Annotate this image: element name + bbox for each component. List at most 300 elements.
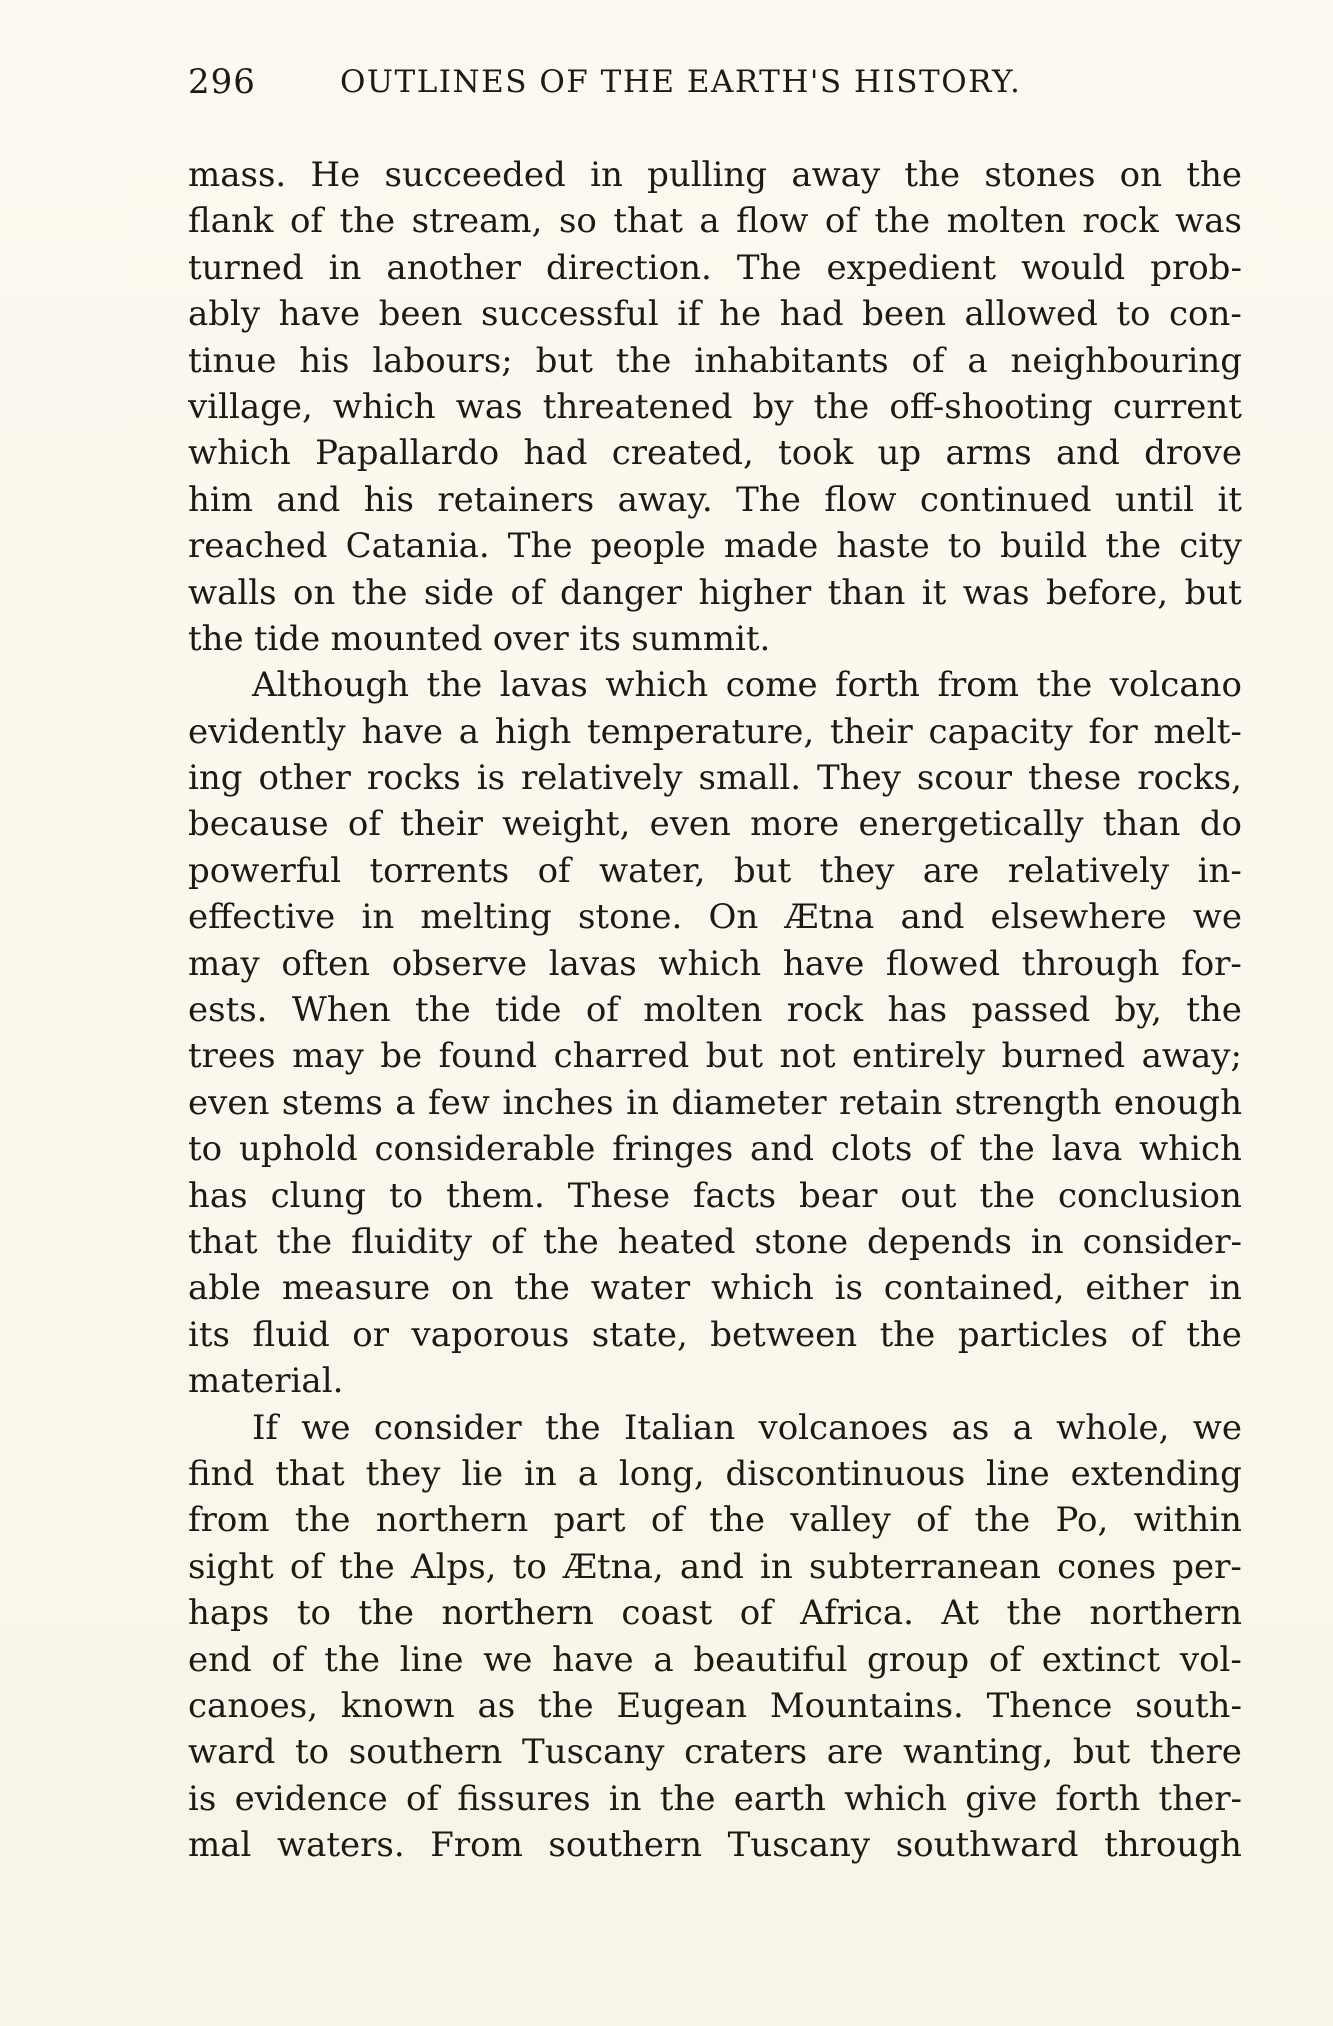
- word: long,: [618, 1453, 705, 1494]
- word: lavas: [499, 665, 588, 706]
- word: south-: [1135, 1685, 1242, 1726]
- word: Tuscany: [522, 1732, 665, 1773]
- word: expedient: [826, 247, 997, 288]
- word: few: [428, 1082, 490, 1123]
- word: line: [986, 1453, 1050, 1494]
- word: inhabitants: [694, 340, 889, 381]
- text-line: [188, 1080, 1242, 1126]
- text-line: [188, 894, 1242, 940]
- word: these: [1028, 758, 1122, 799]
- word: is: [476, 758, 506, 799]
- text-line: [188, 1033, 1242, 1079]
- word: passed: [971, 990, 1091, 1031]
- word: tide: [253, 618, 321, 659]
- word: haps: [188, 1593, 270, 1634]
- word: because: [188, 804, 329, 845]
- word: is: [188, 1778, 217, 1819]
- word: fluidity: [351, 1221, 473, 1262]
- text-line: [188, 1776, 1242, 1822]
- word: a: [395, 1082, 416, 1123]
- text-line: [188, 523, 1242, 569]
- word: group: [867, 1639, 970, 1680]
- text-line: [188, 848, 1242, 894]
- word: other: [258, 758, 351, 799]
- word: took: [778, 433, 854, 474]
- word: retainers: [437, 479, 595, 520]
- word: the: [813, 386, 870, 427]
- text-line: [188, 1126, 1242, 1172]
- word: of: [929, 1129, 963, 1170]
- word: are: [826, 1732, 884, 1773]
- word: haste: [836, 526, 930, 567]
- word: city: [1179, 526, 1242, 567]
- word: the: [324, 1639, 380, 1680]
- text-line: [188, 1265, 1242, 1311]
- word: of: [289, 201, 323, 242]
- word: from: [937, 665, 1020, 706]
- word: subterranean: [809, 1546, 1041, 1587]
- word: trees: [188, 1036, 276, 1077]
- word: walls: [188, 572, 277, 613]
- text-line: [188, 709, 1242, 755]
- word: strength: [954, 1082, 1102, 1123]
- word: on: [451, 1268, 494, 1309]
- word: danger: [559, 572, 683, 613]
- word: mal: [188, 1825, 252, 1866]
- word: measure: [281, 1268, 431, 1309]
- word: out: [900, 1175, 957, 1216]
- word: their: [400, 804, 483, 845]
- word: southern: [548, 1825, 703, 1866]
- word: the: [979, 1129, 1035, 1170]
- word: He: [310, 155, 361, 195]
- word: Although: [252, 665, 410, 706]
- word: them.: [446, 1175, 545, 1216]
- word: been: [862, 294, 946, 335]
- text-line: [188, 801, 1242, 847]
- word: which: [658, 943, 762, 984]
- word: northern: [375, 1500, 529, 1541]
- word: until: [1114, 479, 1195, 520]
- text-line: [188, 941, 1242, 987]
- word: than: [1102, 804, 1181, 845]
- word: retain: [839, 1082, 943, 1123]
- word: the: [879, 1314, 936, 1355]
- word: made: [723, 526, 819, 567]
- word: to: [188, 1129, 223, 1170]
- word: bear: [798, 1175, 878, 1216]
- word: able: [188, 1268, 262, 1309]
- word: created,: [611, 433, 754, 474]
- word: labours;: [372, 340, 513, 381]
- word: be: [380, 1036, 423, 1077]
- word: the: [339, 201, 396, 242]
- word: beautiful: [693, 1639, 848, 1680]
- word: come: [725, 665, 818, 706]
- word: we: [301, 1407, 351, 1448]
- word: clung: [270, 1175, 367, 1216]
- word: the: [1036, 665, 1093, 706]
- word: as: [951, 1407, 990, 1448]
- word: for: [1088, 711, 1138, 752]
- word: From: [430, 1825, 523, 1866]
- running-title: OUTLINES OF THE EARTH'S HISTORY.: [340, 64, 1022, 100]
- word: not: [779, 1036, 836, 1077]
- word: coast: [621, 1593, 713, 1634]
- word: relatively: [1007, 850, 1170, 891]
- text-line: [188, 1637, 1242, 1683]
- word: from: [188, 1500, 270, 1541]
- word: the: [358, 1593, 415, 1634]
- word: ably: [188, 294, 261, 335]
- word: away;: [1141, 1036, 1242, 1077]
- word: elsewhere: [990, 897, 1167, 938]
- word: ing: [188, 758, 243, 799]
- word: current: [1112, 386, 1242, 427]
- word: of: [289, 1546, 323, 1587]
- word: of: [347, 804, 381, 845]
- word: the: [276, 1221, 333, 1262]
- word: southern: [348, 1732, 503, 1773]
- word: people: [590, 526, 706, 567]
- text-line: [188, 1219, 1242, 1265]
- word: the: [979, 1175, 1036, 1216]
- word: off-shooting: [889, 386, 1093, 427]
- word: of: [911, 340, 945, 381]
- word: flow: [824, 479, 897, 520]
- word: Papallardo: [315, 433, 500, 474]
- word: is: [834, 1268, 863, 1309]
- word: either: [1085, 1268, 1189, 1309]
- word: of: [988, 1639, 1022, 1680]
- word: that: [188, 1221, 258, 1262]
- word: up: [877, 433, 922, 474]
- text-line: [188, 430, 1242, 476]
- word: even: [188, 1082, 270, 1123]
- word: to: [389, 1175, 424, 1216]
- word: through: [1104, 1825, 1242, 1866]
- word: in: [328, 247, 362, 288]
- word: stream,: [411, 201, 543, 242]
- word: has: [188, 1175, 248, 1216]
- word: between: [710, 1314, 858, 1355]
- word: rocks: [366, 758, 461, 799]
- word: Italian: [623, 1407, 736, 1448]
- word: which: [710, 1268, 814, 1309]
- word: When: [291, 990, 391, 1031]
- word: flank: [188, 201, 274, 242]
- text-line: [188, 152, 1242, 198]
- word: a: [699, 201, 720, 242]
- word: was: [962, 572, 1030, 613]
- word: material.: [188, 1361, 344, 1402]
- word: which: [1139, 1129, 1242, 1170]
- word: the: [1105, 526, 1162, 567]
- word: temperature,: [587, 711, 815, 752]
- word: on: [292, 572, 336, 613]
- word: lavas: [548, 943, 637, 984]
- word: has: [887, 990, 948, 1031]
- word: effective: [188, 897, 336, 938]
- word: him: [188, 479, 254, 520]
- word: melt-: [1153, 711, 1242, 752]
- text-line: [188, 291, 1242, 337]
- word: fissures: [457, 1778, 591, 1819]
- word: of: [916, 1500, 950, 1541]
- word: on: [1119, 155, 1163, 195]
- text-line: [188, 570, 1242, 616]
- word: away.: [617, 479, 713, 520]
- word: ward: [188, 1732, 276, 1773]
- word: of: [510, 572, 544, 613]
- word: burned: [1001, 1036, 1126, 1077]
- word: within: [1133, 1500, 1242, 1541]
- word: allowed: [964, 294, 1098, 335]
- word: depends: [867, 1221, 1012, 1262]
- word: craters: [684, 1732, 808, 1773]
- word: in: [590, 155, 623, 195]
- text-line: [188, 384, 1242, 430]
- word: Africa.: [800, 1593, 914, 1634]
- word: that: [275, 1453, 345, 1494]
- word: the: [351, 572, 408, 613]
- word: the: [537, 1685, 594, 1726]
- word: Ætna: [784, 897, 875, 938]
- word: in: [361, 897, 395, 938]
- word: their: [829, 711, 913, 752]
- text-line: [188, 198, 1242, 244]
- word: per-: [1172, 1546, 1242, 1587]
- word: earth: [733, 1778, 826, 1819]
- word: prob-: [1150, 247, 1242, 288]
- word: tinue: [188, 340, 277, 381]
- word: have: [278, 294, 361, 335]
- word: molten: [643, 990, 763, 1031]
- word: Mountains.: [769, 1685, 964, 1726]
- word: volcano: [1109, 665, 1242, 706]
- word: part: [553, 1500, 626, 1541]
- word: Tuscany: [727, 1825, 871, 1866]
- word: observe: [391, 943, 528, 984]
- word: and: [900, 897, 965, 938]
- word: of: [739, 1593, 773, 1634]
- word: in-: [1197, 850, 1242, 891]
- word: but: [535, 340, 593, 381]
- word: rock: [1082, 201, 1159, 242]
- word: but: [1072, 1732, 1131, 1773]
- word: higher: [698, 572, 812, 613]
- word: energetically: [858, 804, 1084, 845]
- word: rocks,: [1137, 758, 1242, 799]
- word: by: [752, 386, 794, 427]
- word: On: [708, 897, 759, 938]
- word: valley: [790, 1500, 891, 1541]
- word: so: [558, 201, 597, 242]
- word: and: [1055, 433, 1120, 474]
- word: that: [613, 201, 683, 242]
- word: give: [965, 1778, 1038, 1819]
- word: but: [1184, 572, 1242, 613]
- word: we: [483, 1639, 533, 1680]
- word: ther-: [1158, 1778, 1242, 1819]
- word: are: [922, 850, 980, 891]
- word: particles: [957, 1314, 1109, 1355]
- word: continued: [919, 479, 1092, 520]
- word: threatened: [542, 386, 733, 427]
- word: water: [590, 1268, 691, 1309]
- word: of: [271, 1639, 305, 1680]
- word: drove: [1144, 433, 1242, 474]
- word: his: [299, 340, 350, 381]
- word: end: [188, 1639, 252, 1680]
- word: been: [378, 294, 463, 335]
- text-line: [188, 1590, 1242, 1636]
- word: succeeded: [384, 155, 566, 195]
- word: often: [281, 943, 371, 984]
- word: but: [705, 1036, 764, 1077]
- word: the: [1186, 1314, 1242, 1355]
- text-line: [188, 616, 1242, 662]
- word: enough: [1113, 1082, 1242, 1123]
- word: fluid: [252, 1314, 330, 1355]
- word: was: [1175, 201, 1242, 242]
- text-line: [188, 662, 1242, 708]
- word: stems: [281, 1082, 383, 1123]
- word: water,: [599, 850, 706, 891]
- word: may: [188, 943, 260, 984]
- word: by,: [1114, 990, 1162, 1031]
- word: which: [332, 386, 436, 427]
- word: they: [365, 1453, 441, 1494]
- word: Eugean: [616, 1685, 748, 1726]
- word: relatively: [521, 758, 683, 799]
- word: Catania.: [345, 526, 490, 567]
- word: to: [296, 1593, 331, 1634]
- word: the: [709, 1500, 765, 1541]
- word: his: [363, 479, 414, 520]
- word: flowed: [885, 943, 1001, 984]
- word: The: [736, 247, 802, 288]
- word: evidently: [188, 711, 346, 752]
- word: of: [491, 1221, 525, 1262]
- word: volcanoes: [758, 1407, 929, 1448]
- text-line: [188, 477, 1242, 523]
- word: which: [188, 433, 291, 474]
- word: a: [577, 1453, 598, 1494]
- word: evidence: [234, 1778, 388, 1819]
- word: had: [523, 433, 588, 474]
- word: capacity: [928, 711, 1073, 752]
- word: the: [1186, 155, 1242, 195]
- word: flow: [736, 201, 809, 242]
- word: the: [544, 1407, 601, 1448]
- text-line: [188, 755, 1242, 801]
- word: in: [608, 1778, 642, 1819]
- word: for-: [1181, 943, 1242, 984]
- word: summit.: [631, 618, 771, 659]
- word: to: [512, 1546, 547, 1587]
- word: forth: [1055, 1778, 1141, 1819]
- word: have: [782, 943, 865, 984]
- word: northern: [1089, 1593, 1242, 1634]
- word: rock: [786, 990, 864, 1031]
- word: more: [750, 804, 840, 845]
- word: sight: [188, 1546, 274, 1587]
- text-line: [188, 1683, 1242, 1729]
- text-line: [188, 1405, 1242, 1451]
- word: another: [386, 247, 521, 288]
- word: have: [361, 711, 443, 752]
- word: the: [543, 1221, 599, 1262]
- word: or: [352, 1314, 389, 1355]
- word: vol-: [1179, 1639, 1242, 1680]
- word: the: [294, 1500, 351, 1541]
- word: the: [874, 201, 931, 242]
- word: the: [415, 990, 471, 1031]
- word: neighbouring: [1010, 340, 1242, 381]
- word: in: [1209, 1268, 1242, 1309]
- word: but: [733, 850, 792, 891]
- word: there: [1149, 1732, 1242, 1773]
- text-line: [188, 1497, 1242, 1543]
- word: the: [514, 1268, 570, 1309]
- word: the: [339, 1546, 395, 1587]
- word: torrents: [369, 850, 510, 891]
- word: uphold: [238, 1129, 358, 1170]
- word: and: [276, 479, 341, 520]
- word: than: [827, 572, 906, 613]
- word: would: [1021, 247, 1126, 288]
- word: and: [750, 1129, 814, 1170]
- text-line: [188, 1451, 1242, 1497]
- word: before,: [1045, 572, 1169, 613]
- word: of: [1130, 1314, 1164, 1355]
- page-header: [188, 62, 1188, 112]
- word: to: [1116, 294, 1151, 335]
- word: considerable: [374, 1129, 596, 1170]
- word: canoes,: [188, 1685, 319, 1726]
- word: a: [967, 340, 988, 381]
- word: charred: [553, 1036, 690, 1077]
- word: in: [626, 1082, 659, 1123]
- word: stone: [754, 1221, 849, 1262]
- word: have: [552, 1639, 634, 1680]
- word: as: [477, 1685, 516, 1726]
- word: lava: [1051, 1129, 1123, 1170]
- word: through: [1021, 943, 1160, 984]
- word: may: [292, 1036, 364, 1077]
- word: forth: [835, 665, 920, 706]
- word: if: [677, 294, 701, 335]
- word: line: [399, 1639, 464, 1680]
- word: At: [941, 1593, 980, 1634]
- word: of: [405, 1778, 440, 1819]
- text-line: [188, 1729, 1242, 1775]
- word: discontinuous: [725, 1453, 966, 1494]
- body-text: [188, 152, 1242, 1868]
- word: of: [824, 201, 858, 242]
- word: had: [779, 294, 844, 335]
- word: The: [507, 526, 573, 567]
- word: successful: [480, 294, 659, 335]
- word: village,: [188, 386, 313, 427]
- word: and: [679, 1546, 744, 1587]
- word: direction.: [546, 247, 712, 288]
- word: the: [1186, 990, 1242, 1031]
- text-line: [188, 1544, 1242, 1590]
- word: mounted: [330, 618, 483, 659]
- word: arms: [945, 433, 1032, 474]
